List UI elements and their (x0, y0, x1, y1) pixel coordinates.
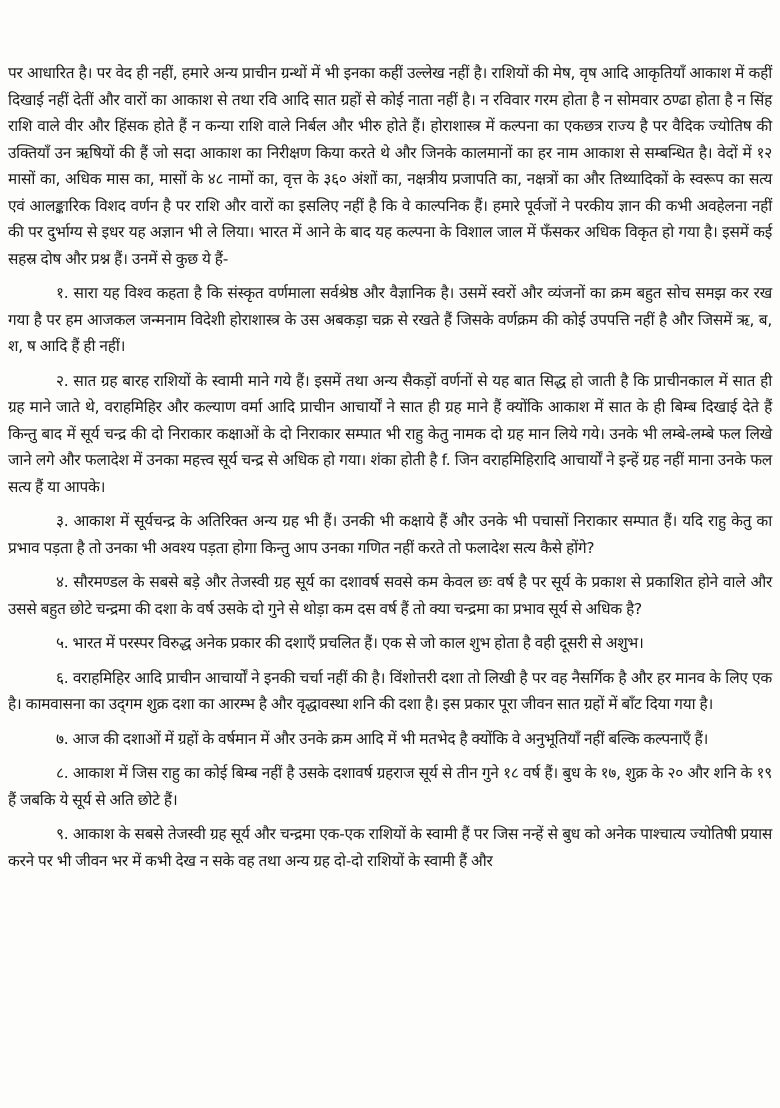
paragraph-point-9: ९. आकाश के सबसे तेजस्वी ग्रह सूर्य और चन्द्रमा एक-एक राशियों के स्वामी हैं पर जिस नन्हें से बुध को अनेक पाश्चात्य ज्योतिषी प्रयास करने पर भी जीवन भर में कभी देख न सके वह तथा अन्य ग्रह दो-दो राशियों के स्वामी हैं और (8, 825, 772, 870)
paragraph-point-6: ६. वराहमिहिर आदि प्राचीन आचार्यों ने इनकी चर्चा नहीं की है। विंशोत्तरी दशा तो लिखी है पर वह नैसर्गिक है और हर मानव के लिए एक है। कामवासना का उद्‌गम शुक्र दशा का आरम्भ है और वृद्धावस्था शनि की दशा है। इस प्रकार पूरा जीवन सात ग्रहों में बाँट दिया गया है। (8, 668, 772, 713)
paragraph-point-1: १. सारा यह विश्व कहता है कि संस्कृत वर्णमाला सर्वश्रेष्ठ और वैज्ञानिक है। उसमें स्वरों और व्यंजनों का क्रम बहुत सोच समझ कर रख गया है पर हम आजकल जन्मनाम विदेशी होराशास्त्र के उस अबकड़ा चक्र से रखते हैं जिसके वर्णक्रम की कोई उपपत्ति नहीं है और जिसमें ऋ, ब, श, ष आदि हैं ही नहीं। (8, 284, 772, 355)
paragraph-point-7: ७. आज की दशाओं में ग्रहों के वर्षमान में और उनके क्रम आदि में भी मतभेद है क्योंकि वे अनुभूतियाँ नहीं बल्कि कल्पनाएँ हैं। (56, 729, 709, 748)
paragraph-point-8: ८. आकाश में जिस राहु का कोई बिम्ब नहीं है उसके दशावर्ष ग्रहराज सूर्य से तीन गुने १८ वर्ष हैं। बुध के १७, शुक्र के २० और शनि के १९ हैं जबकि ये सूर्य से अति छोटे हैं। (8, 764, 772, 809)
paragraph-intro: पर आधारित है। पर वेद ही नहीं, हमारे अन्य प्राचीन ग्रन्थों में भी इनका कहीं उल्लेख नहीं है। राशियों की मेष, वृष आदि आकृतियाँ आकाश में कहीं दिखाई नहीं देतीं और वारों का आकाश से तथा रवि आदि सात ग्रहों से कोई नाता नहीं है। न रविवार गरम होता है न सोमवार ठण्ढा होता है न सिंह राशि वाले वीर और हिंसक होते हैं न कन्या राशि वाले निर्बल और भीरु होते हैं। होराशास्त्र में कल्पना का एकछत्र राज्य है पर वैदिक ज्योतिष की उक्तियाँ उन ऋषियों की हैं जो सदा आकाश का निरीक्षण किया करते थे और जिनके कालमानों का हर नाम आकाश से सम्बन्धित है। वेदों में १२ मासों का, अधिक मास का, मासों के ४८ नामों का, वृत्त के ३६० अंशों का, नक्षत्रीय प्रजापति का, नक्षत्रों का और तिथ्यादिकों के स्वरूप का सत्य एवं आलङ्कारिक विशद वर्णन है पर राशि और वारों का इसलिए नहीं है कि वे काल्पनिक हैं। हमारे पूर्वजों ने परकीय ज्ञान की कभी अवहेलना नहीं की पर दुर्भाग्य से इधर यह अज्ञान भी ले लिया। भारत में आने के बाद यह कल्पना के विशाल जाल में फँसकर अधिक विकृत हो गया है। इसमें कई सहस्र दोष और प्रश्न हैं। उनमें से कुछ ये हैं- (8, 64, 772, 268)
paragraph-point-4: ४. सौरमण्डल के सबसे बड़े और तेजस्वी ग्रह सूर्य का दशावर्ष सवसे कम केवल छः वर्ष है पर सूर्य के प्रकाश से प्रकाशित होने वाले और उससे बहुत छोटे चन्द्रमा की दशा के वर्ष उसके दो गुने से थोड़ा कम दस वर्ष हैं तो क्या चन्द्रमा का प्रभाव सूर्य से अधिक है? (8, 573, 772, 618)
paragraph-point-5: ५. भारत में परस्पर विरुद्ध अनेक प्रकार की दशाएँ प्रचलित हैं। एक से जो काल शुभ होता है वही दूसरी से अशुभ। (56, 634, 644, 652)
paragraph-point-3: ३. आकाश में सूर्यचन्द्र के अतिरिक्त अन्य ग्रह भी हैं। उनकी भी कक्षाये हैं और उनके भी पचासों निराकार सम्पात हैं। यदि राहु केतु का प्रभाव पड़ता है तो उनका भी अवश्य पड़ता होगा किन्तु आप उनका गणित नहीं करते तो फलादेश सत्य कैसे होंगे? (8, 512, 772, 557)
paragraph-point-2: २. सात ग्रह बारह राशियों के स्वामी माने गये हैं। इसमें तथा अन्य सैकड़ों वर्णनों से यह बात सिद्ध हो जाती है कि प्राचीनकाल में सात ही ग्रह माने जाते थे, वराहमिहिर और कल्याण वर्मा आदि प्राचीन आचार्यों ने सात ही ग्रह माने हैं क्योंकि आकाश में सात के ही बिम्ब दिखाई देते हैं किन्तु बाद में सूर्य चन्द्र की दो निराकार कक्षाओं के दो निराकार सम्पात भी राहु केतु नामक दो ग्रह मान लिये गये। उनके भी लम्बे-लम्बे फल लिखे जाने लगे और फलादेश में उनका महत्त्व सूर्य चन्द्र से अधिक हो गया। शंका होती है f. जिन वराहमिहिरादि आचार्यों ने इन्हें ग्रह नहीं माना उनके फल सत्य हैं या आपके। (8, 371, 772, 496)
